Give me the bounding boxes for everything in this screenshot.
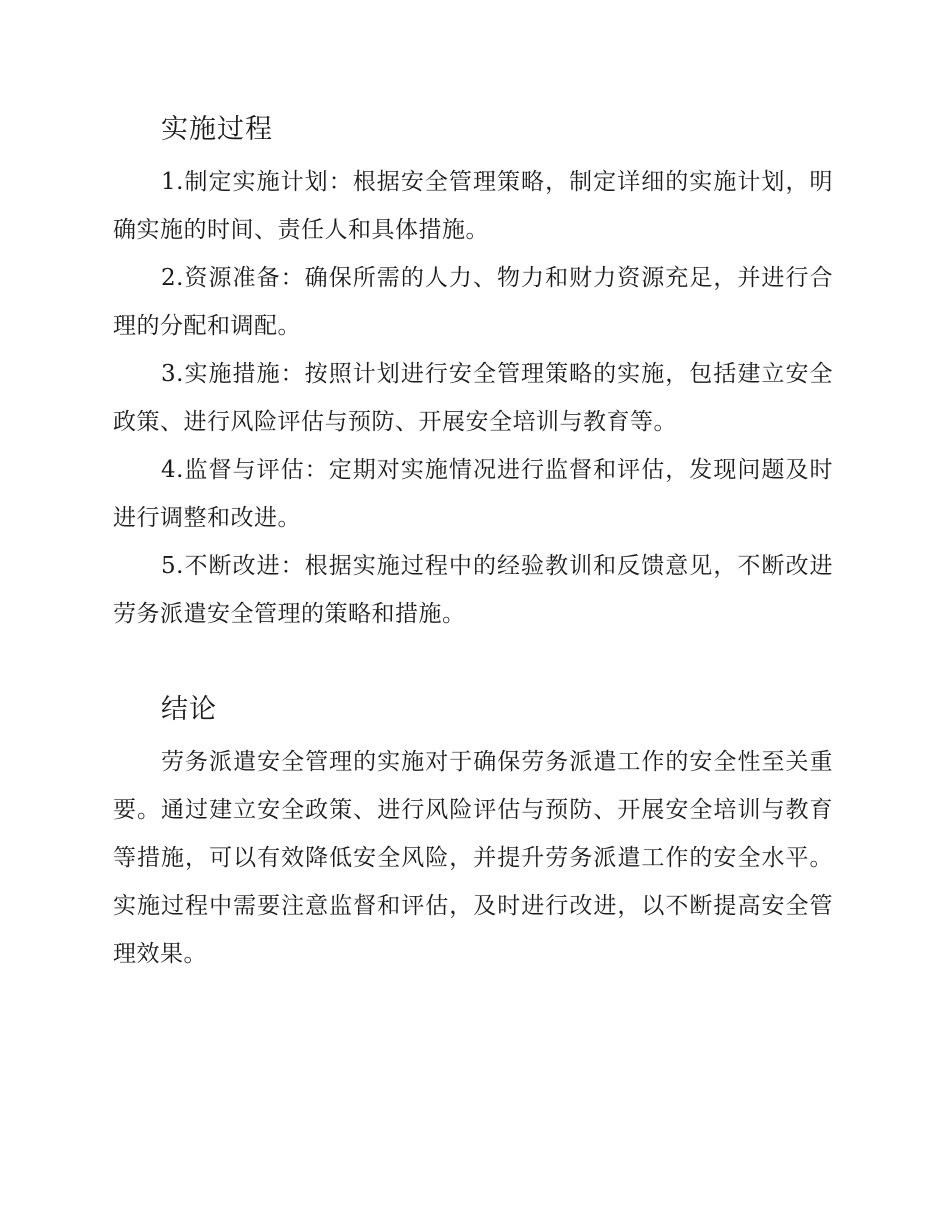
- section-heading: 结论: [161, 694, 217, 725]
- paragraph-conclusion: 劳务派遣安全管理的实施对于确保劳务派遣工作的安全性至关重要。通过建立安全政策、进行风险评估与预防、开展安全培训与教育等措施，可以有效降低安全风险，并提升劳务派遣工作的安全水平。实施过程中需要注意监督和评估，及时进行改进，以不断提高安全管理效果。: [113, 749, 833, 967]
- section-conclusion: [113, 688, 833, 978]
- section-heading: 实施过程: [161, 114, 273, 145]
- paragraph-step-3: 3.实施措施：按照计划进行安全管理策略的实施，包括建立安全政策、进行风险评估与预防、开展安全培训与教育等。: [113, 361, 833, 435]
- paragraph-step-4: 4.监督与评估：定期对实施情况进行监督和评估，发现问题及时进行调整和改进。: [113, 457, 833, 531]
- section-spacer: [113, 638, 833, 688]
- section-implementation-process: [113, 108, 833, 638]
- paragraph-step-1: 1.制定实施计划：根据安全管理策略，制定详细的实施计划，明确实施的时间、责任人和具体措施。: [113, 169, 833, 243]
- document-page: [113, 108, 833, 978]
- paragraph-step-5: 5.不断改进：根据实施过程中的经验教训和反馈意见，不断改进劳务派遣安全管理的策略和措施。: [113, 553, 833, 627]
- paragraph-step-2: 2.资源准备：确保所需的人力、物力和财力资源充足，并进行合理的分配和调配。: [113, 265, 833, 339]
